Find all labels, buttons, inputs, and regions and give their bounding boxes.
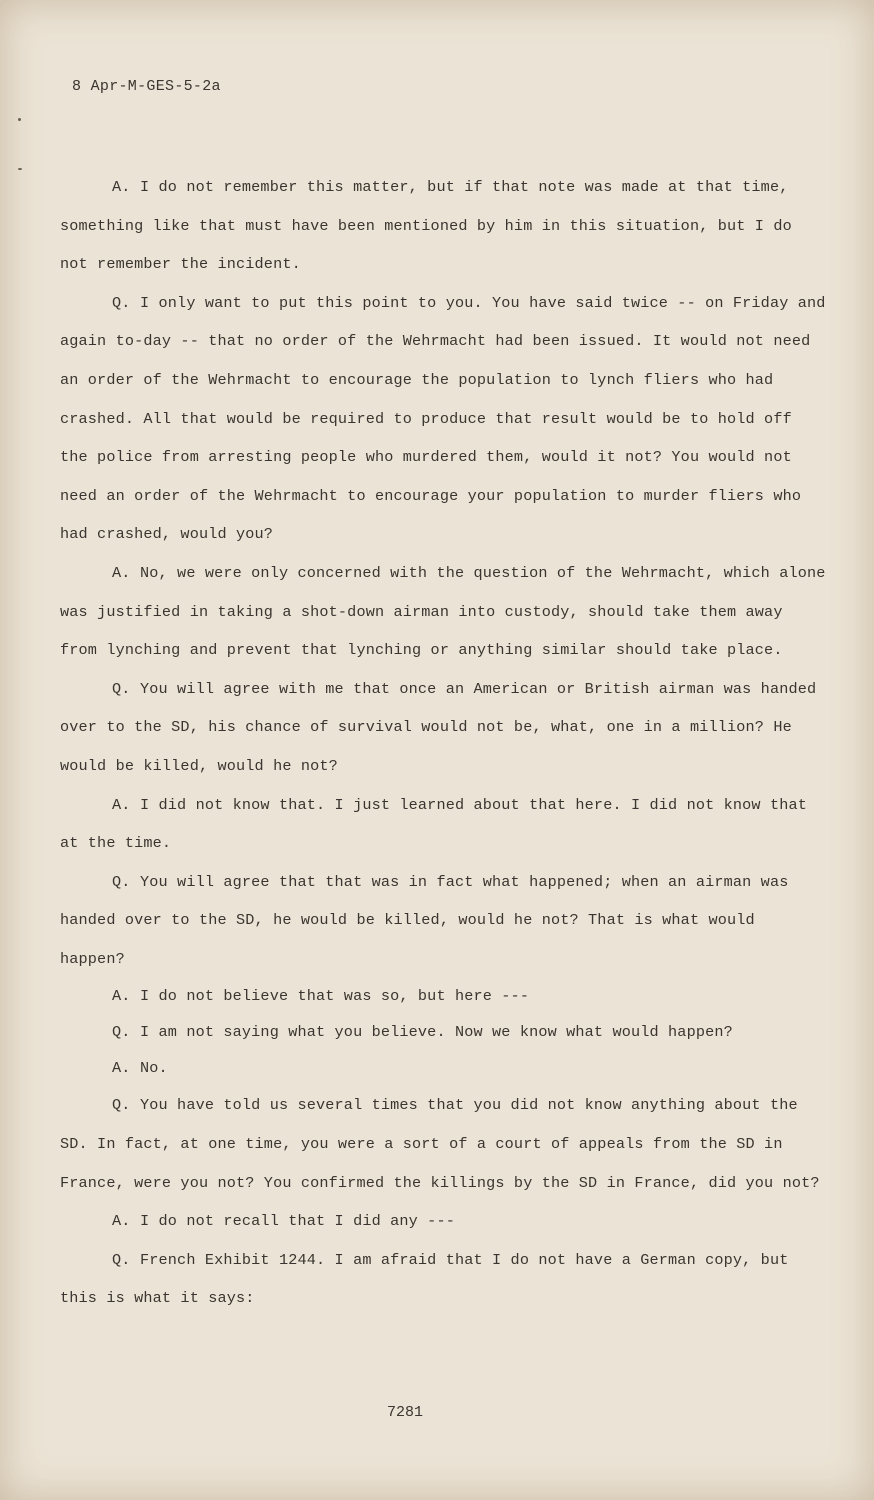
- paragraph-text: No.: [140, 1059, 168, 1078]
- document-reference: 8 Apr-M-GES-5-2a: [72, 78, 221, 95]
- speaker-label: A.: [112, 987, 131, 1006]
- transcript-body: [60, 168, 826, 1318]
- transcript-paragraph: [60, 554, 826, 670]
- speaker-label: A.: [112, 563, 131, 582]
- transcript-paragraph: [60, 1241, 826, 1318]
- paragraph-text: I did not know that. I just learned about that here. I did not know that at the time.: [60, 795, 808, 853]
- speaker-label: Q.: [112, 1096, 131, 1115]
- paragraph-text: I only want to put this point to you. You have said twice -- on Friday and again to-day -- that no order of the Wehrmacht had been issued. It would not need an order of the Wehrmacht to encourage the population to lynch fliers who had crashed. All that would be required to produce that result would be to hold off the police from arresting people who murdered them, would it not? You would not need an order of the Wehrmacht to encourage your population to murder fliers who had crashed, would you?: [60, 293, 826, 544]
- paragraph-text: You will agree that that was in fact what happened; when an airman was handed over to the SD, he would be killed, would he not? That is what would happen?: [60, 872, 789, 968]
- paragraph-text: No, we were only concerned with the question of the Wehrmacht, which alone was justified in taking a shot-down airman into custody, should take them away from lynching and prevent that lynching or anything similar should take place.: [60, 563, 826, 660]
- scan-speck: [18, 168, 22, 170]
- speaker-label: A.: [112, 1212, 131, 1231]
- transcript-paragraph: [60, 168, 826, 284]
- transcript-paragraph: [60, 1202, 826, 1241]
- speaker-label: Q.: [112, 1250, 131, 1269]
- page-number: 7281: [386, 1404, 423, 1421]
- speaker-label: Q.: [112, 1023, 131, 1042]
- paragraph-text: French Exhibit 1244. I am afraid that I do not have a German copy, but this is what it says:: [60, 1250, 789, 1308]
- paragraph-text: I do not believe that was so, but here ---: [140, 987, 530, 1006]
- scan-speck: [18, 118, 21, 121]
- paragraph-text: I do not remember this matter, but if that note was made at that time, something like that must have been mentioned by him in this situation, but I do not remember the incident.: [60, 178, 792, 274]
- speaker-label: A.: [112, 178, 131, 196]
- transcript-paragraph: [60, 670, 826, 786]
- transcript-paragraph: [60, 978, 826, 1014]
- paragraph-text: You have told us several times that you did not know anything about the SD. In fact, at one time, you were a sort of a court of appeals from the SD in France, were you not? You confirmed the killings by the SD in France, did you not?: [60, 1096, 820, 1192]
- transcript-paragraph: [60, 1086, 826, 1202]
- paragraph-text: I do not recall that I did any ---: [140, 1212, 455, 1231]
- transcript-paragraph: [60, 1050, 826, 1086]
- paragraph-text: I am not saying what you believe. Now we know what would happen?: [140, 1023, 733, 1042]
- transcript-paragraph: [60, 863, 826, 979]
- paragraph-text: You will agree with me that once an American or British airman was handed over to the SD, his chance of survival would not be, what, one in a million? He would be killed, would he not?: [60, 679, 817, 775]
- transcript-paragraph: [60, 284, 826, 554]
- speaker-label: Q.: [112, 679, 131, 698]
- speaker-label: A.: [112, 795, 131, 814]
- speaker-label: A.: [112, 1059, 131, 1078]
- transcript-paragraph: [60, 786, 826, 863]
- speaker-label: Q.: [112, 872, 131, 891]
- speaker-label: Q.: [112, 293, 131, 312]
- transcript-paragraph: [60, 1014, 826, 1050]
